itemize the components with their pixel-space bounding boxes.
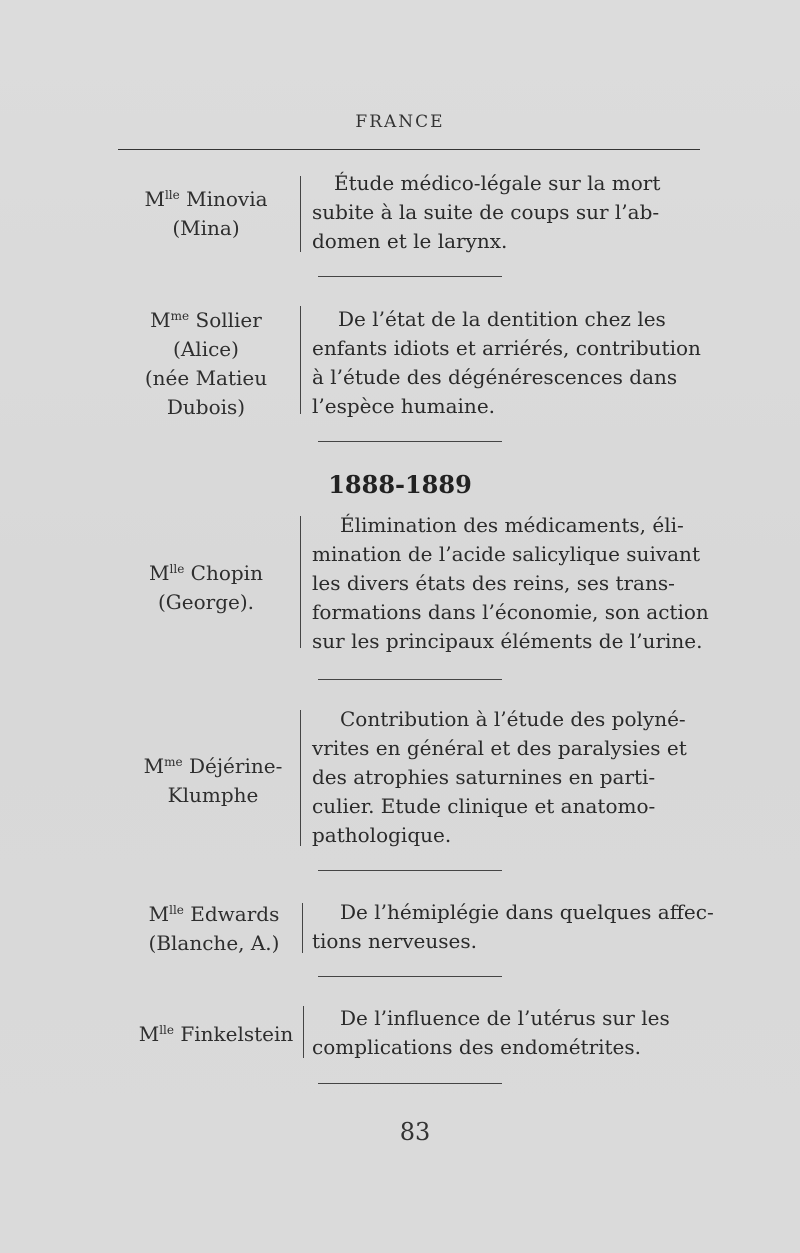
title-line: Étude médico-légale sur la mort bbox=[334, 171, 661, 195]
author-line: (Alice) bbox=[173, 337, 239, 361]
author-line bbox=[126, 1016, 306, 1049]
entry-separator bbox=[318, 679, 502, 680]
author-name: Minovia bbox=[186, 187, 268, 211]
thesis-title-edwards bbox=[312, 898, 714, 956]
thesis-title-chopin bbox=[312, 511, 709, 656]
entry-separator bbox=[318, 976, 502, 977]
author-name: Sollier bbox=[195, 308, 262, 332]
author-name: Chopin bbox=[190, 561, 263, 585]
author-dejerine-klumphe bbox=[132, 748, 294, 810]
author-name: Finkelstein bbox=[180, 1022, 294, 1046]
title-line: à l’étude des dégénérescences dans bbox=[312, 365, 678, 389]
thesis-title-dejerine bbox=[312, 705, 698, 850]
thesis-title-minovia bbox=[312, 169, 698, 256]
title-line: complications des endométrites. bbox=[312, 1035, 642, 1059]
entry-bracket bbox=[300, 306, 301, 414]
thesis-title-finkelstein bbox=[312, 1004, 698, 1062]
entry-bracket bbox=[302, 903, 303, 953]
author-line: Dubois) bbox=[166, 395, 246, 419]
author-finkelstein bbox=[126, 1016, 306, 1049]
author-line bbox=[134, 896, 294, 929]
author-line bbox=[132, 748, 294, 781]
author-name: Déjérine- bbox=[188, 754, 283, 778]
author-name: Edwards bbox=[190, 902, 280, 926]
title-line: sur les principaux éléments de l’urine. bbox=[312, 629, 703, 653]
author-line: (George). bbox=[157, 590, 254, 614]
honorific-sup: lle bbox=[164, 188, 180, 202]
title-line: subite à la suite de coups sur l’ab- bbox=[312, 200, 660, 224]
title-line: culier. Etude clinique et anatomo- bbox=[312, 794, 656, 818]
entry-separator bbox=[318, 441, 502, 442]
title-line: De l’influence de l’utérus sur les bbox=[340, 1006, 670, 1030]
honorific: M bbox=[143, 754, 165, 778]
title-line: des atrophies saturnines en parti- bbox=[312, 765, 656, 789]
title-line: vrites en général et des paralysies et bbox=[312, 736, 687, 760]
honorific: M bbox=[138, 1022, 160, 1046]
honorific-sup: lle bbox=[169, 903, 184, 917]
author-chopin bbox=[130, 555, 282, 617]
author-sollier bbox=[130, 302, 282, 422]
honorific: M bbox=[150, 308, 171, 332]
honorific: M bbox=[144, 187, 165, 211]
title-line: domen et le larynx. bbox=[312, 229, 508, 253]
entry-separator bbox=[318, 1083, 502, 1084]
author-edwards bbox=[134, 896, 294, 958]
author-line bbox=[130, 181, 282, 214]
running-head: FRANCE bbox=[355, 112, 445, 132]
entry-bracket bbox=[300, 710, 301, 846]
honorific: M bbox=[148, 902, 170, 926]
year-heading: 1888-1889 bbox=[328, 470, 472, 499]
title-line: tions nerveuses. bbox=[312, 929, 477, 953]
entry-separator bbox=[318, 276, 502, 277]
honorific-sup: lle bbox=[159, 1023, 174, 1037]
honorific-sup: lle bbox=[169, 562, 185, 576]
title-line: les divers états des reins, ses trans- bbox=[312, 571, 675, 595]
page-number: 83 bbox=[399, 1118, 431, 1146]
title-line: l’espèce humaine. bbox=[312, 394, 496, 418]
title-line: Contribution à l’étude des polyné- bbox=[340, 707, 686, 731]
author-minovia bbox=[130, 181, 282, 243]
title-line: De l’état de la dentition chez les bbox=[338, 307, 666, 331]
author-line: (née Matieu bbox=[144, 366, 268, 390]
title-line: formations dans l’économie, son action bbox=[312, 600, 709, 624]
honorific-sup: me bbox=[170, 309, 190, 323]
entry-bracket bbox=[300, 176, 301, 252]
header-rule bbox=[118, 149, 700, 150]
title-line: pathologique. bbox=[312, 823, 452, 847]
entry-bracket bbox=[300, 516, 301, 648]
title-line: enfants idiots et arriérés, contribution bbox=[312, 336, 701, 360]
entry-separator bbox=[318, 870, 502, 871]
title-line: De l’hémiplégie dans quelques affec- bbox=[340, 900, 714, 924]
entry-bracket bbox=[303, 1006, 304, 1058]
honorific-sup: me bbox=[164, 755, 183, 769]
title-line: mination de l’acide salicylique suivant bbox=[312, 542, 700, 566]
thesis-title-sollier bbox=[312, 305, 701, 421]
title-line: Élimination des médicaments, éli- bbox=[340, 513, 684, 537]
honorific: M bbox=[149, 561, 170, 585]
author-line: Klumphe bbox=[167, 783, 259, 807]
author-line bbox=[130, 302, 282, 335]
author-line: (Blanche, A.) bbox=[148, 931, 280, 955]
author-line bbox=[130, 555, 282, 588]
author-line: (Mina) bbox=[172, 216, 240, 240]
